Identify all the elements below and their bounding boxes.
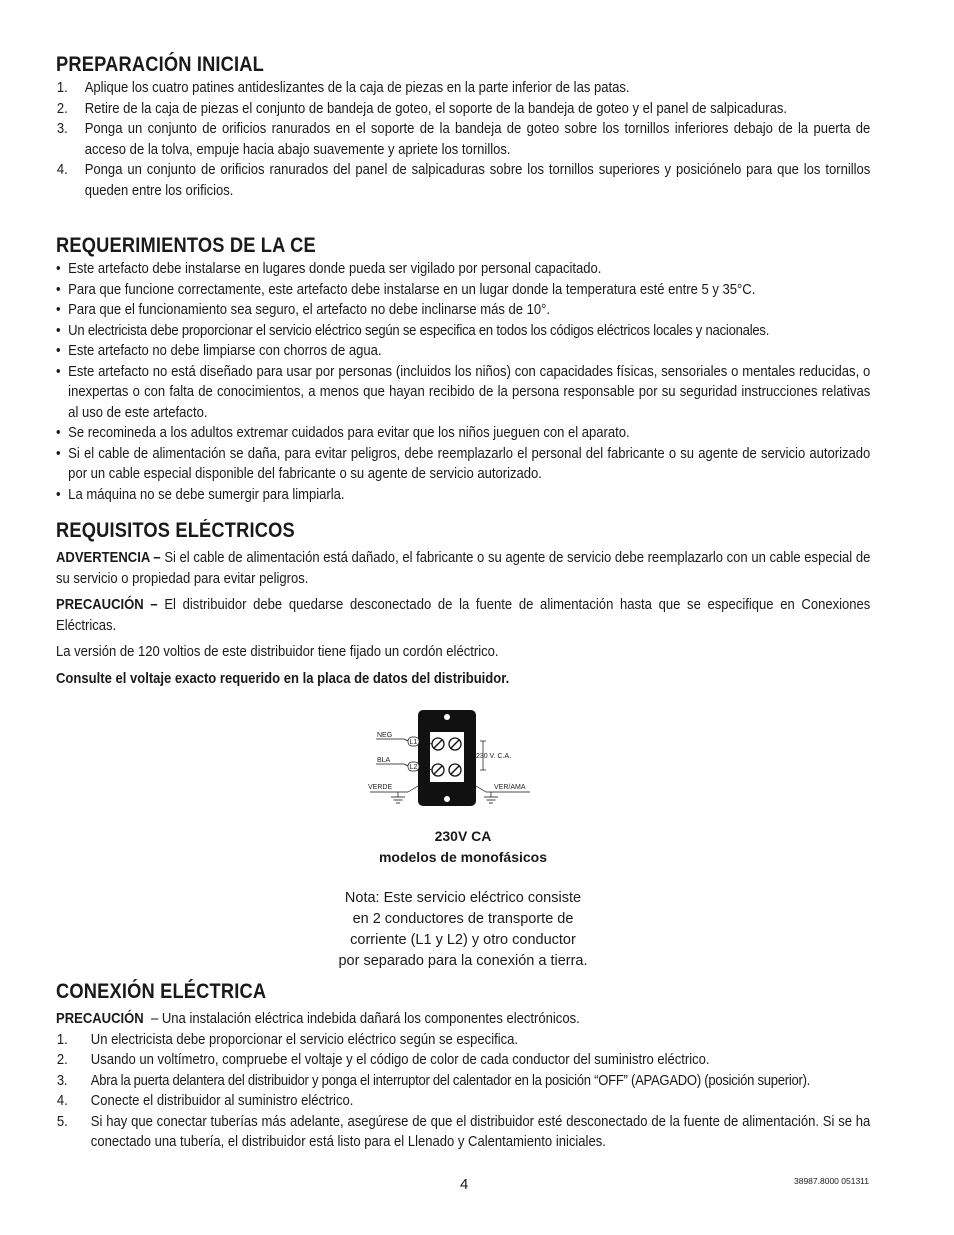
section-title: CONEXIÓN ELÉCTRICA: [56, 980, 267, 1003]
caution-paragraph: PRECAUCIÓN – Una instalación eléctrica indebida dañará los componentes electrónicos.: [56, 1010, 580, 1027]
numbered-list: [56, 1030, 870, 1153]
list-item: 5. Si hay que conectar tuberías más adelante, asegúrese de que el distribuidor esté desconectado de la fuente de alimentación. Si se ha conectado una tubería, el distribuidor está listo para el Llenado y Calentamiento iniciales.: [56, 1112, 871, 1150]
section-title: REQUERIMIENTOS DE LA CE: [56, 234, 316, 257]
bla-wire-label: BLA: [377, 757, 391, 764]
version-paragraph: La versión de 120 voltios de este distribuidor tiene fijado un cordón eléctrico.: [56, 643, 499, 660]
bullet-list: [56, 259, 870, 505]
note-label: Nota:: [344, 890, 380, 906]
list-item: 1. Un electricista debe proporcionar el servicio eléctrico según se especifica.: [56, 1030, 519, 1048]
list-item: • Un electricista debe proporcionar el servicio eléctrico según se especifica en todos los códigos eléctricos locales y nacionales.: [56, 321, 770, 339]
ground-symbol-left: [391, 797, 405, 803]
document-code: 38987.8000 051311: [794, 1176, 870, 1186]
list-item: 2. Retire de la caja de piezas el conjunto de bandeja de goteo, el soporte de la bandeja de goteo y el panel de salpicaduras.: [56, 99, 788, 117]
list-item: 3. Abra la puerta delantera del distribuidor y ponga el interruptor del calentador en la posición “OFF” (APAGADO) (posición superior).: [56, 1071, 811, 1089]
list-item: 4. Conecte el distribuidor al suministro eléctrico.: [56, 1092, 354, 1109]
page-number: 4: [460, 1176, 469, 1193]
warning-paragraph: ADVERTENCIA – Si el cable de alimentación está dañado, el fabricante o su agente de servicio debe reemplazarlo con un cable especial de su servicio o propiedad para evitar peligros.: [56, 549, 871, 587]
caption-models: modelos de monofásicos: [378, 849, 548, 865]
list-item: 1. Aplique los cuatro patines antideslizantes de la caja de piezas en la parte inferior de las patas.: [56, 79, 630, 96]
section-requisitos-electricos: [56, 518, 954, 689]
list-item: 2. Usando un voltímetro, compruebe el voltaje y el código de color de cada conductor del suministro eléctrico.: [56, 1051, 710, 1068]
list-item: • Si el cable de alimentación se daña, para evitar peligros, debe reemplazarlo el personal del fabricante o su agente de servicio autorizado por un cable especial disponible del fabricante o su agente de servicio autorizado.: [56, 444, 871, 482]
bottom-screw-hole: [444, 796, 450, 802]
figure-caption: [56, 826, 870, 868]
l1-label: L1: [409, 739, 418, 746]
list-item: • Para que funcione correctamente, este artefacto debe instalarse en un lugar donde la temperatura esté entre 5 y 35°C.: [56, 280, 756, 298]
numbered-list: [56, 78, 870, 201]
list-item: • La máquina no se debe sumergir para limpiarla.: [56, 485, 345, 503]
caption-voltage: 230V CA: [434, 828, 492, 844]
section-preparacion-inicial: [56, 52, 954, 201]
list-item: 3. Ponga un conjunto de orificios ranurados en el soporte de la bandeja de goteo sobre los tornillos inferiores debajo de la puerta de acceso de la tolva, empuje hacia abajo suavemente y apriete los tornillos.: [56, 120, 871, 158]
list-item: 4. Ponga un conjunto de orificios ranurados del panel de salpicaduras sobre los tornillos superiores y posiciónelo para que los tornillos queden entre los orificios.: [56, 161, 871, 199]
l2-label: L2: [409, 764, 418, 771]
list-item: • Este artefacto debe instalarse en lugares donde pueda ser vigilado por personal capacitado.: [56, 260, 602, 277]
section-title: REQUISITOS ELÉCTRICOS: [56, 519, 295, 542]
list-item: • Este artefacto no debe limpiarse con chorros de agua.: [56, 342, 382, 359]
note-block: [56, 888, 870, 972]
section-conexion-electrica: [56, 979, 954, 1153]
ground-symbol-right: [484, 797, 498, 803]
note-line: por separado para la conexión a tierra.: [338, 953, 588, 969]
ver-ama-label: VER/AMA: [494, 784, 526, 791]
wiring-diagram: [368, 708, 568, 808]
note-line: Este servicio eléctrico consiste: [383, 890, 582, 906]
verde-label: VERDE: [368, 784, 393, 791]
consult-paragraph: Consulte el voltaje exacto requerido en la placa de datos del distribuidor.: [56, 669, 510, 687]
voltage-label: 230 V. C.A.: [476, 753, 512, 760]
section-title: PREPARACIÓN INICIAL: [56, 53, 265, 76]
caution-paragraph: PRECAUCIÓN – El distribuidor debe quedarse desconectado de la fuente de alimentación hasta que se especifique en Conexiones Eléctricas.: [56, 596, 871, 634]
list-item: • Este artefacto no está diseñado para usar por personas (incluidos los niños) con capacidades físicas, sensoriales o mentales reducidas, o inexpertas o con falta de conocimientos, a menos que hayan recibido de la persona responsable por su seguridad instrucciones relativas al uso de este artefacto.: [56, 362, 871, 421]
section-requerimientos-ce: [56, 233, 954, 505]
note-line: corriente (L1 y L2) y otro conductor: [350, 932, 576, 948]
note-line: en 2 conductores de transporte de: [352, 911, 574, 927]
list-item: • Se recomineda a los adultos extremar cuidados para evitar que los niños jueguen con el aparato.: [56, 424, 630, 441]
neg-wire-label: NEG: [377, 732, 393, 739]
list-item: • Para que el funcionamiento sea seguro, el artefacto no debe inclinarse más de 10°.: [56, 301, 551, 318]
top-screw-hole: [444, 714, 450, 720]
